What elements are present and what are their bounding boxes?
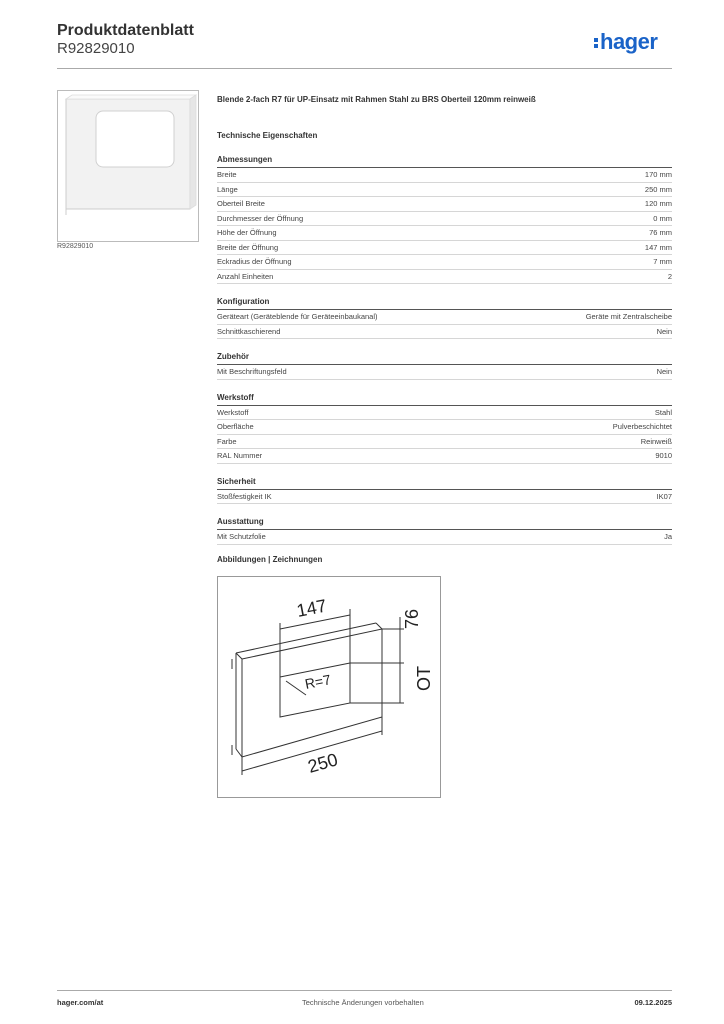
spec-label: Geräteart (Geräteblende für Geräteeinbaukanal) — [217, 312, 378, 321]
spec-value: IK07 — [656, 491, 672, 501]
product-details — [217, 94, 672, 545]
spec-row — [217, 197, 672, 212]
spec-row — [217, 490, 672, 505]
spec-row — [217, 325, 672, 340]
dim-length-label: 250 — [305, 749, 340, 777]
spec-label: Anzahl Einheiten — [217, 271, 274, 281]
spec-label: Mit Beschriftungsfeld — [217, 367, 287, 376]
product-thumbnail — [57, 90, 199, 242]
spec-row — [217, 449, 672, 464]
footer-date: 09.12.2025 — [634, 998, 672, 1007]
spec-value: 250 mm — [644, 184, 672, 194]
section-title: Werkstoff — [217, 392, 672, 406]
hager-logo — [594, 29, 657, 55]
drawing-heading: Abbildungen | Zeichnungen — [217, 555, 323, 564]
spec-label: Schnittkaschierend — [217, 326, 281, 336]
section-title: Abmessungen — [217, 154, 672, 168]
spec-row — [217, 365, 672, 380]
logo-dots-icon — [594, 36, 598, 50]
tech-heading: Technische Eigenschaften — [217, 131, 318, 140]
spec-row — [217, 212, 672, 227]
dim-ot-label: OT — [414, 666, 434, 691]
footer-website[interactable]: hager.com/at — [57, 998, 104, 1007]
article-number: R92829010 — [57, 40, 135, 57]
technical-drawing — [217, 576, 441, 798]
section-title: Ausstattung — [217, 516, 672, 530]
spec-section — [217, 154, 672, 284]
spec-value: Stahl — [654, 407, 672, 417]
product-title: Blende 2-fach R7 für UP-Einsatz mit Rahmen Stahl zu BRS Oberteil 120mm reinweiß — [217, 95, 536, 104]
spec-section — [217, 516, 672, 545]
spec-row — [217, 435, 672, 450]
spec-label: Oberfläche — [217, 422, 254, 431]
section-title: Zubehör — [217, 351, 672, 365]
spec-label: Stoßfestigkeit IK — [217, 491, 272, 501]
section-title: Sicherheit — [217, 476, 672, 490]
section-title: Konfiguration — [217, 296, 672, 310]
spec-sections — [217, 154, 672, 545]
spec-value: 147 mm — [644, 242, 672, 252]
spec-value: 120 mm — [644, 199, 672, 208]
spec-value: Pulverbeschichtet — [612, 422, 672, 431]
spec-value: 0 mm — [653, 213, 672, 223]
spec-row — [217, 168, 672, 183]
spec-section — [217, 351, 672, 380]
spec-value: 9010 — [655, 451, 672, 460]
spec-value: Nein — [656, 367, 672, 376]
spec-label: RAL Nummer — [217, 451, 263, 460]
spec-row — [217, 270, 672, 285]
spec-label: Höhe der Öffnung — [217, 228, 277, 237]
dim-height-label: 76 — [402, 608, 422, 629]
header-divider — [57, 68, 672, 69]
footer-divider — [57, 990, 672, 991]
spec-row — [217, 255, 672, 270]
spec-row — [217, 183, 672, 198]
spec-label: Farbe — [217, 436, 237, 446]
spec-row — [217, 406, 672, 421]
spec-row — [217, 530, 672, 545]
dimension-drawing-icon — [218, 577, 440, 797]
spec-value: Nein — [656, 326, 672, 336]
product-image-icon — [58, 91, 198, 241]
spec-row — [217, 420, 672, 435]
spec-label: Breite der Öffnung — [217, 242, 279, 252]
spec-section — [217, 392, 672, 464]
spec-row — [217, 226, 672, 241]
logo-text: hager — [600, 29, 658, 54]
spec-label: Mit Schutzfolie — [217, 532, 266, 541]
thumbnail-caption: R92829010 — [57, 243, 94, 250]
spec-label: Oberteil Breite — [217, 199, 265, 208]
spec-value: 76 mm — [649, 228, 672, 237]
spec-section — [217, 476, 672, 505]
dim-width-label: 147 — [294, 595, 329, 621]
spec-value: Reinweiß — [640, 436, 672, 446]
spec-section — [217, 296, 672, 339]
spec-label: Durchmesser der Öffnung — [217, 213, 304, 223]
spec-row — [217, 310, 672, 325]
spec-label: Eckradius der Öffnung — [217, 257, 292, 266]
dim-radius-label: R=7 — [303, 671, 333, 692]
spec-value: Geräte mit Zentralscheibe — [585, 312, 672, 321]
footer-note: Technische Änderungen vorbehalten — [302, 998, 424, 1007]
spec-label: Werkstoff — [217, 407, 249, 417]
spec-label: Länge — [217, 184, 238, 194]
spec-label: Breite — [217, 170, 237, 179]
spec-value: 7 mm — [653, 257, 672, 266]
spec-row — [217, 241, 672, 256]
spec-value: Ja — [664, 532, 672, 541]
spec-value: 170 mm — [644, 170, 672, 179]
spec-value: 2 — [667, 271, 672, 281]
page-title: Produktdatenblatt — [57, 22, 194, 39]
